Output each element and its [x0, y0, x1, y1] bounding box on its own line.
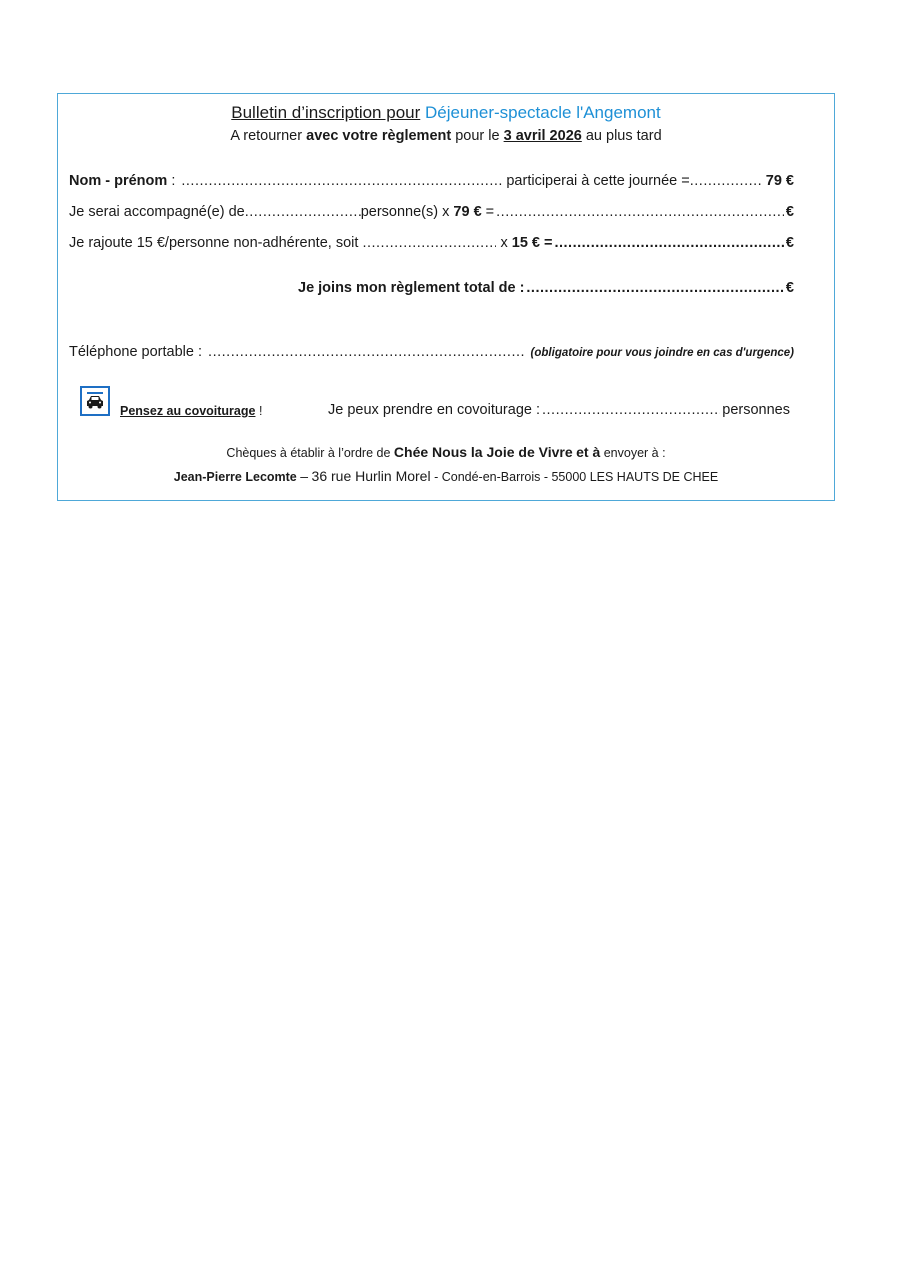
- participation-field[interactable]: [690, 173, 762, 189]
- subtitle-part-4: au plus tard: [585, 128, 662, 144]
- participation-price: 79 €: [765, 173, 794, 189]
- companion-line: [69, 204, 794, 220]
- companion-total-field[interactable]: [496, 204, 784, 220]
- participation-text: participerai à cette journée =: [506, 173, 690, 189]
- non-member-euro: €: [785, 235, 794, 251]
- phone-note: (obligatoire pour vous joindre en cas d'urgence): [530, 347, 794, 359]
- phone-line: [69, 344, 794, 360]
- subtitle-part-1: A retourner: [230, 128, 303, 144]
- phone-label: Téléphone portable :: [69, 344, 203, 360]
- cheque-instructions: [58, 444, 834, 460]
- total-line: [298, 280, 794, 296]
- companion-mid: personne(s) x: [360, 204, 450, 220]
- address-separator: –: [300, 468, 309, 484]
- cheque-text-1: Chèques à établir à l’ordre de: [226, 446, 391, 460]
- registration-form: [57, 93, 835, 501]
- cheque-text-3: envoyer à :: [603, 446, 666, 460]
- non-member-x: x: [500, 235, 508, 251]
- form-subtitle: [58, 128, 834, 144]
- carpool-offer: [328, 402, 790, 418]
- companion-price: 79 €: [453, 204, 482, 220]
- companion-eq: =: [485, 204, 495, 220]
- non-member-label: Je rajoute 15 €/personne non-adhérente, soit: [69, 235, 359, 251]
- carpool-seats-field[interactable]: [542, 402, 720, 418]
- non-member-price: 15 € =: [511, 235, 553, 251]
- carpool-section: [80, 386, 790, 422]
- title-event: Déjeuner-spectacle l'Angemont: [425, 103, 661, 122]
- name-colon: :: [171, 173, 176, 189]
- total-label: Je joins mon règlement total de :: [298, 280, 525, 296]
- phone-field[interactable]: [208, 344, 524, 360]
- subtitle-part-2: avec votre règlement: [306, 128, 452, 144]
- non-member-count-field[interactable]: [362, 235, 496, 251]
- carpool-reminder: [120, 404, 262, 418]
- mailing-address: [58, 468, 834, 484]
- address-name: Jean-Pierre Lecomte: [173, 470, 297, 484]
- companion-count-field[interactable]: [245, 204, 361, 220]
- companion-label: Je serai accompagné(e) de: [69, 204, 245, 220]
- carpool-reminder-bang: !: [258, 404, 263, 418]
- subtitle-part-3: pour le: [455, 128, 500, 144]
- cheque-text-2: et à: [576, 444, 601, 460]
- carpool-offer-unit: personnes: [722, 402, 790, 418]
- non-member-line: [69, 235, 794, 251]
- address-city: - Condé-en-Barrois - 55000 LES HAUTS DE CHEE: [434, 470, 719, 484]
- name-line: [69, 173, 794, 189]
- total-euro: €: [785, 280, 794, 296]
- title-prefix: Bulletin d’inscription pour: [231, 103, 421, 122]
- carpool-offer-label: Je peux prendre en covoiturage :: [328, 402, 540, 418]
- car-icon-graphic: [85, 391, 105, 411]
- non-member-total-field[interactable]: [554, 235, 783, 251]
- name-field[interactable]: [181, 173, 504, 189]
- address-street: 36 rue Hurlin Morel: [311, 468, 431, 484]
- name-label: Nom - prénom: [69, 173, 168, 189]
- deadline-date: 3 avril 2026: [503, 128, 582, 144]
- form-title: [58, 103, 834, 123]
- car-icon: [80, 386, 110, 416]
- total-field[interactable]: [526, 280, 784, 296]
- companion-euro: €: [785, 204, 794, 220]
- carpool-reminder-text: Pensez au covoiturage: [120, 404, 256, 418]
- cheque-organization: Chée Nous la Joie de Vivre: [393, 444, 573, 460]
